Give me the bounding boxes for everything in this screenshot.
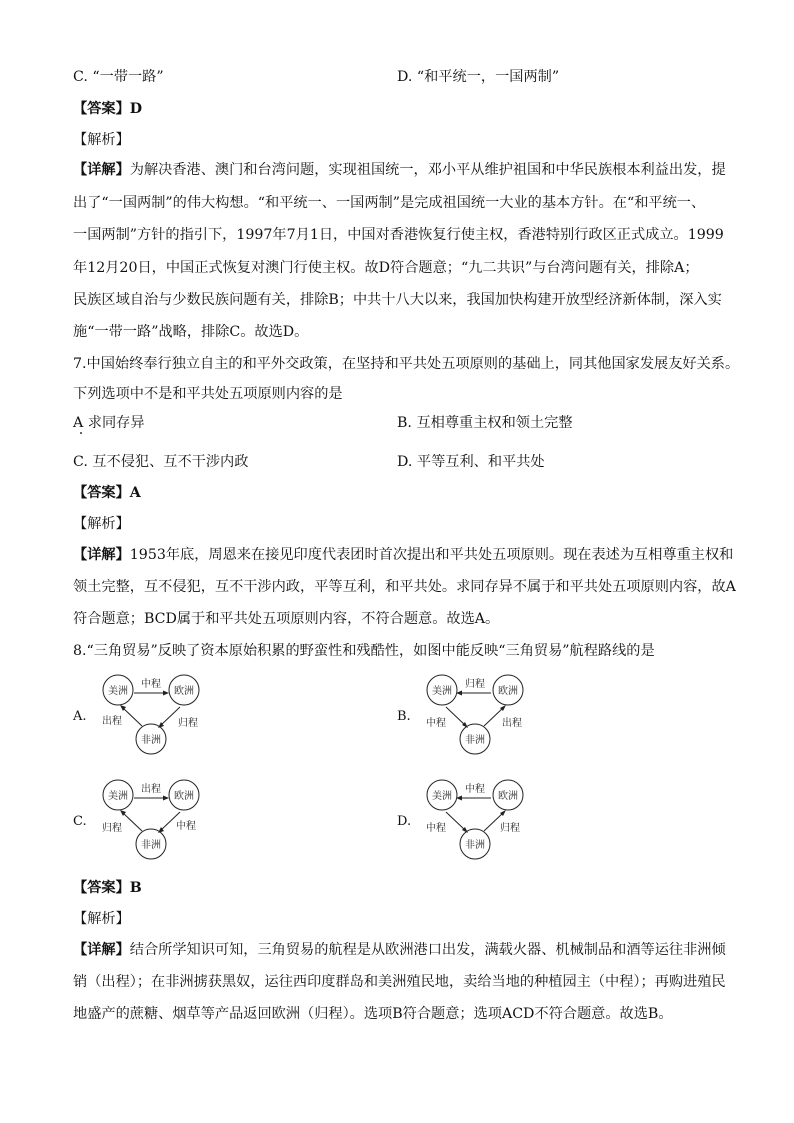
q7-option-c: C. 互不侵犯、互不干涉内政 [73, 454, 249, 470]
q7-option-b: B. 互相尊重主权和领土完整 [397, 415, 573, 431]
top-route-label: 归程 [465, 679, 485, 690]
q7-detail-line-3: 符合题意；BCD属于和平共处五项原则内容，不符合题意。故选A。 [73, 611, 500, 627]
top-route-label: 出程 [141, 784, 161, 795]
q6-detail-line-2: 出了“一国两制”的伟大构想。“和平统一、一国两制”是完成祖国统一大业的基本方针。在“和平统一、 [73, 195, 706, 211]
q6-detail-line-5: 民族区域自治与少数民族问题有关，排除B；中共十八大以来，我国加快构建开放型经济新体制，深入实 [73, 292, 722, 308]
q8-detail-line-2: 销（出程）；在非洲掳获黑奴，运往西印度群岛和美洲殖民地，卖给当地的种植园主（中程）；再购进殖民 [73, 974, 726, 990]
q8-diagram-a [98, 674, 213, 754]
q8-option-b-label: B. [397, 709, 411, 724]
q8-answer [73, 878, 142, 898]
right-route-label: 归程 [500, 823, 520, 834]
africa-label: 非洲 [141, 735, 161, 746]
q7-option-d: D. 平等互利、和平共处 [397, 454, 545, 470]
europe-label: 欧洲 [498, 686, 518, 697]
q8-option-c-label: C. [73, 814, 87, 829]
q7-analysis-tag: 【解析】 [73, 516, 130, 532]
q7-answer [73, 483, 141, 503]
q7-detail-line-1: 【详解】1953年底，周恩来在接见印度代表团时首次提出和平共处五项原则。现在表述为互相尊重主权和 [73, 547, 734, 563]
arrow-head [163, 796, 169, 801]
q8-diagram-c [98, 779, 213, 859]
q8-diagram-d [422, 779, 537, 859]
answer-tag: 【答案】 [73, 880, 130, 896]
left-route-label: 中程 [426, 823, 446, 834]
answer-value: B [129, 880, 142, 896]
top-route-label: 中程 [141, 679, 161, 690]
q8-option-d-label: D. [397, 814, 412, 829]
answer-tag: 【答案】 [73, 485, 130, 501]
q6-detail-line-6: 施“一带一路”战略，排除C。故选D。 [73, 324, 309, 340]
q6-option-d: D. “和平统一，一国两制” [397, 69, 560, 85]
america-label: 美洲 [108, 791, 128, 802]
q6-answer [73, 99, 142, 119]
left-route-label: 归程 [102, 823, 122, 834]
q6-detail-line-4: 年12月20日，中国正式恢复对澳门行使主权。故D符合题意；“九二共识”与台湾问题有关，排除A； [73, 260, 699, 276]
detail-tag: 【详解】 [73, 162, 130, 178]
left-route-label: 中程 [426, 718, 446, 729]
europe-label: 欧洲 [498, 791, 518, 802]
q6-analysis-tag: 【解析】 [73, 132, 130, 148]
q7-option-a: A 求同存异 [73, 415, 145, 431]
america-label: 美洲 [432, 686, 452, 697]
detail-tag: 【详解】 [73, 547, 130, 563]
q8-stem: 8.“三角贸易”反映了资本原始积累的野蛮性和残酷性，如图中能反映“三角贸易”航程路线的是 [73, 643, 655, 659]
answer-value: A [129, 485, 141, 501]
answer-tag: 【答案】 [73, 101, 130, 117]
q7-stem-line-2: 下列选项中不是和平共处五项原则内容的是 [73, 386, 343, 402]
right-route-label: 归程 [178, 718, 198, 729]
right-route-label: 出程 [502, 718, 522, 729]
scan-dot [80, 432, 82, 434]
q8-detail-line-3: 地盛产的蔗糖、烟草等产品返回欧洲（归程）。选项B符合题意；选项ACD不符合题意。故选B。 [73, 1006, 673, 1022]
right-route-label: 中程 [176, 821, 196, 832]
africa-label: 非洲 [141, 840, 161, 851]
detail-tag: 【详解】 [73, 942, 130, 958]
left-route-label: 出程 [102, 716, 122, 727]
q7-stem-line-1: 7.中国始终奉行独立自主的和平外交政策，在坚持和平共处五项原则的基础上，同其他国家发展友好关系。 [73, 356, 740, 372]
arrow-head [163, 691, 169, 696]
europe-label: 欧洲 [174, 791, 194, 802]
q8-option-a-label: A. [73, 709, 87, 724]
top-route-label: 中程 [465, 784, 485, 795]
q8-diagram-b [422, 674, 537, 754]
q6-detail-line-1: 【详解】为解决香港、澳门和台湾问题，实现祖国统一，邓小平从维护祖国和中华民族根本利益出发，提 [73, 162, 726, 178]
answer-value: D [129, 101, 143, 117]
q7-detail-line-2: 领土完整，互不侵犯，互不干涉内政，平等互利，和平共处。求同存异不属于和平共处五项原则内容，故A [73, 579, 736, 595]
america-label: 美洲 [108, 686, 128, 697]
q8-detail-line-1: 【详解】结合所学知识可知，三角贸易的航程是从欧洲港口出发，满载火器、机械制品和酒等运往非洲倾 [73, 942, 726, 958]
q8-analysis-tag: 【解析】 [73, 911, 130, 927]
q6-option-c: C. “一带一路” [73, 69, 164, 85]
africa-label: 非洲 [465, 735, 485, 746]
europe-label: 欧洲 [174, 686, 194, 697]
america-label: 美洲 [432, 791, 452, 802]
africa-label: 非洲 [465, 840, 485, 851]
q6-detail-line-3: 一国两制”方针的指引下，1997年7月1日，中国对香港恢复行使主权，香港特别行政区正式成立。1999 [73, 227, 724, 243]
